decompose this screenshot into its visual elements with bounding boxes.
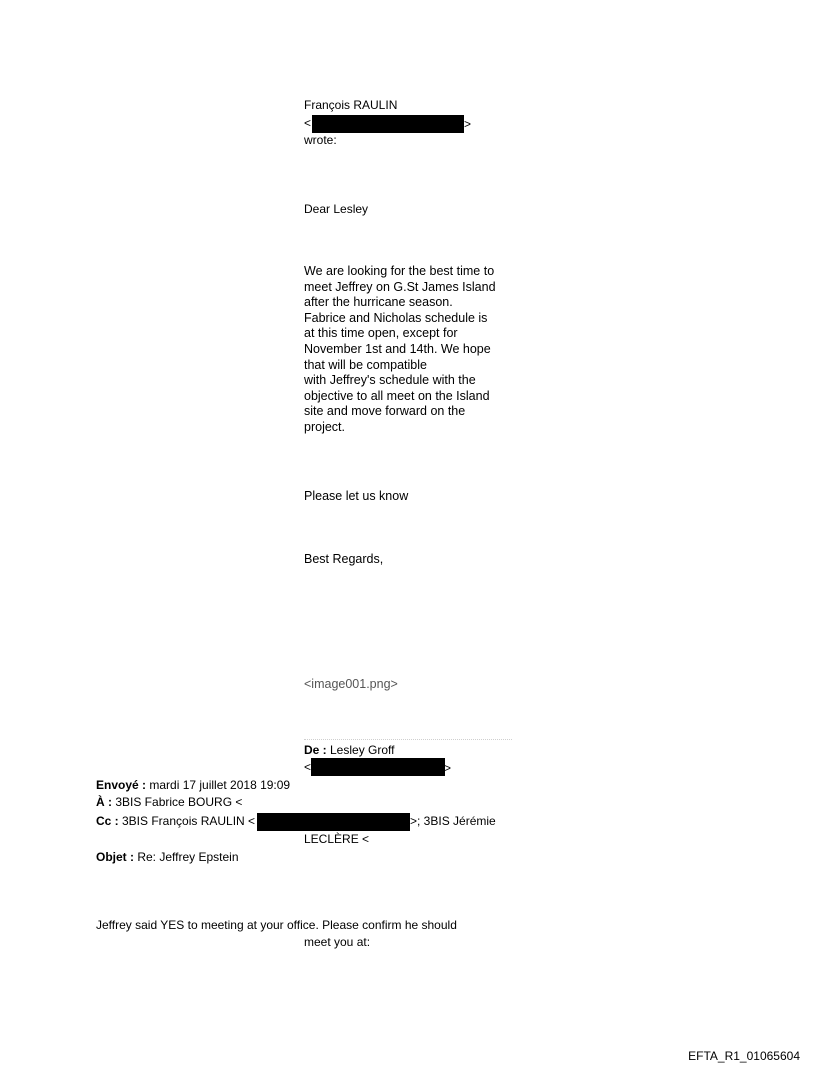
to-line: [96, 794, 242, 810]
greeting: Dear Lesley: [304, 202, 369, 216]
body-line: that will be compatible: [304, 357, 427, 372]
subject-value: Re: Jeffrey Epstein: [134, 850, 239, 864]
body-line: objective to all meet on the Island: [304, 388, 490, 403]
sent-value: mardi 17 juillet 2018 19:09: [146, 778, 291, 792]
subject-line: [96, 849, 239, 865]
subject-label: Objet :: [96, 850, 134, 864]
body-line: meet Jeffrey on G.St James Island: [304, 279, 496, 294]
email-open-bracket: <: [304, 116, 312, 130]
cc-line: [96, 813, 255, 829]
to-label: À :: [96, 795, 112, 809]
redaction-bar: [311, 758, 445, 776]
redaction-bar: [312, 115, 464, 133]
cc-value: 3BIS François RAULIN <: [118, 814, 256, 828]
document-id: EFTA_R1_01065604: [688, 1049, 800, 1063]
closing-request: Please let us know: [304, 489, 409, 503]
body-line: project.: [304, 419, 345, 434]
from-value: Lesley Groff: [326, 743, 395, 757]
from-close-bracket: >: [444, 761, 452, 775]
body-line: with Jeffrey's schedule with the: [304, 373, 476, 388]
email-close-bracket: >: [464, 117, 472, 131]
sent-label: Envoyé :: [96, 778, 147, 792]
body-line: November 1st and 14th. We hope: [304, 341, 491, 356]
from-line: [304, 742, 394, 758]
to-value: 3BIS Fabrice BOURG <: [112, 795, 243, 809]
body-line: after the hurricane season.: [304, 295, 453, 310]
reply-line: meet you at:: [304, 935, 371, 949]
wrote-label: wrote:: [304, 133, 337, 147]
cc-continuation: LECLÈRE <: [304, 832, 370, 846]
body-line: Fabrice and Nicholas schedule is: [304, 310, 488, 325]
body-line: site and move forward on the: [304, 404, 466, 419]
redaction-bar: [257, 813, 410, 831]
from-open-bracket: <: [304, 760, 312, 774]
sender-name: François RAULIN: [304, 98, 398, 112]
cc-tail: >; 3BIS Jérémie: [410, 814, 496, 828]
from-label: De :: [304, 743, 327, 757]
body-line: at this time open, except for: [304, 326, 458, 341]
body-line: We are looking for the best time to: [304, 264, 495, 278]
sign-off: Best Regards,: [304, 552, 384, 566]
message-body: [304, 264, 524, 436]
cc-label: Cc :: [96, 814, 119, 828]
separator-line: [304, 739, 512, 740]
sent-line: [96, 777, 290, 793]
attachment-placeholder: <image001.png>: [304, 677, 398, 691]
reply-line: Jeffrey said YES to meeting at your office. Please confirm he should: [96, 918, 457, 932]
